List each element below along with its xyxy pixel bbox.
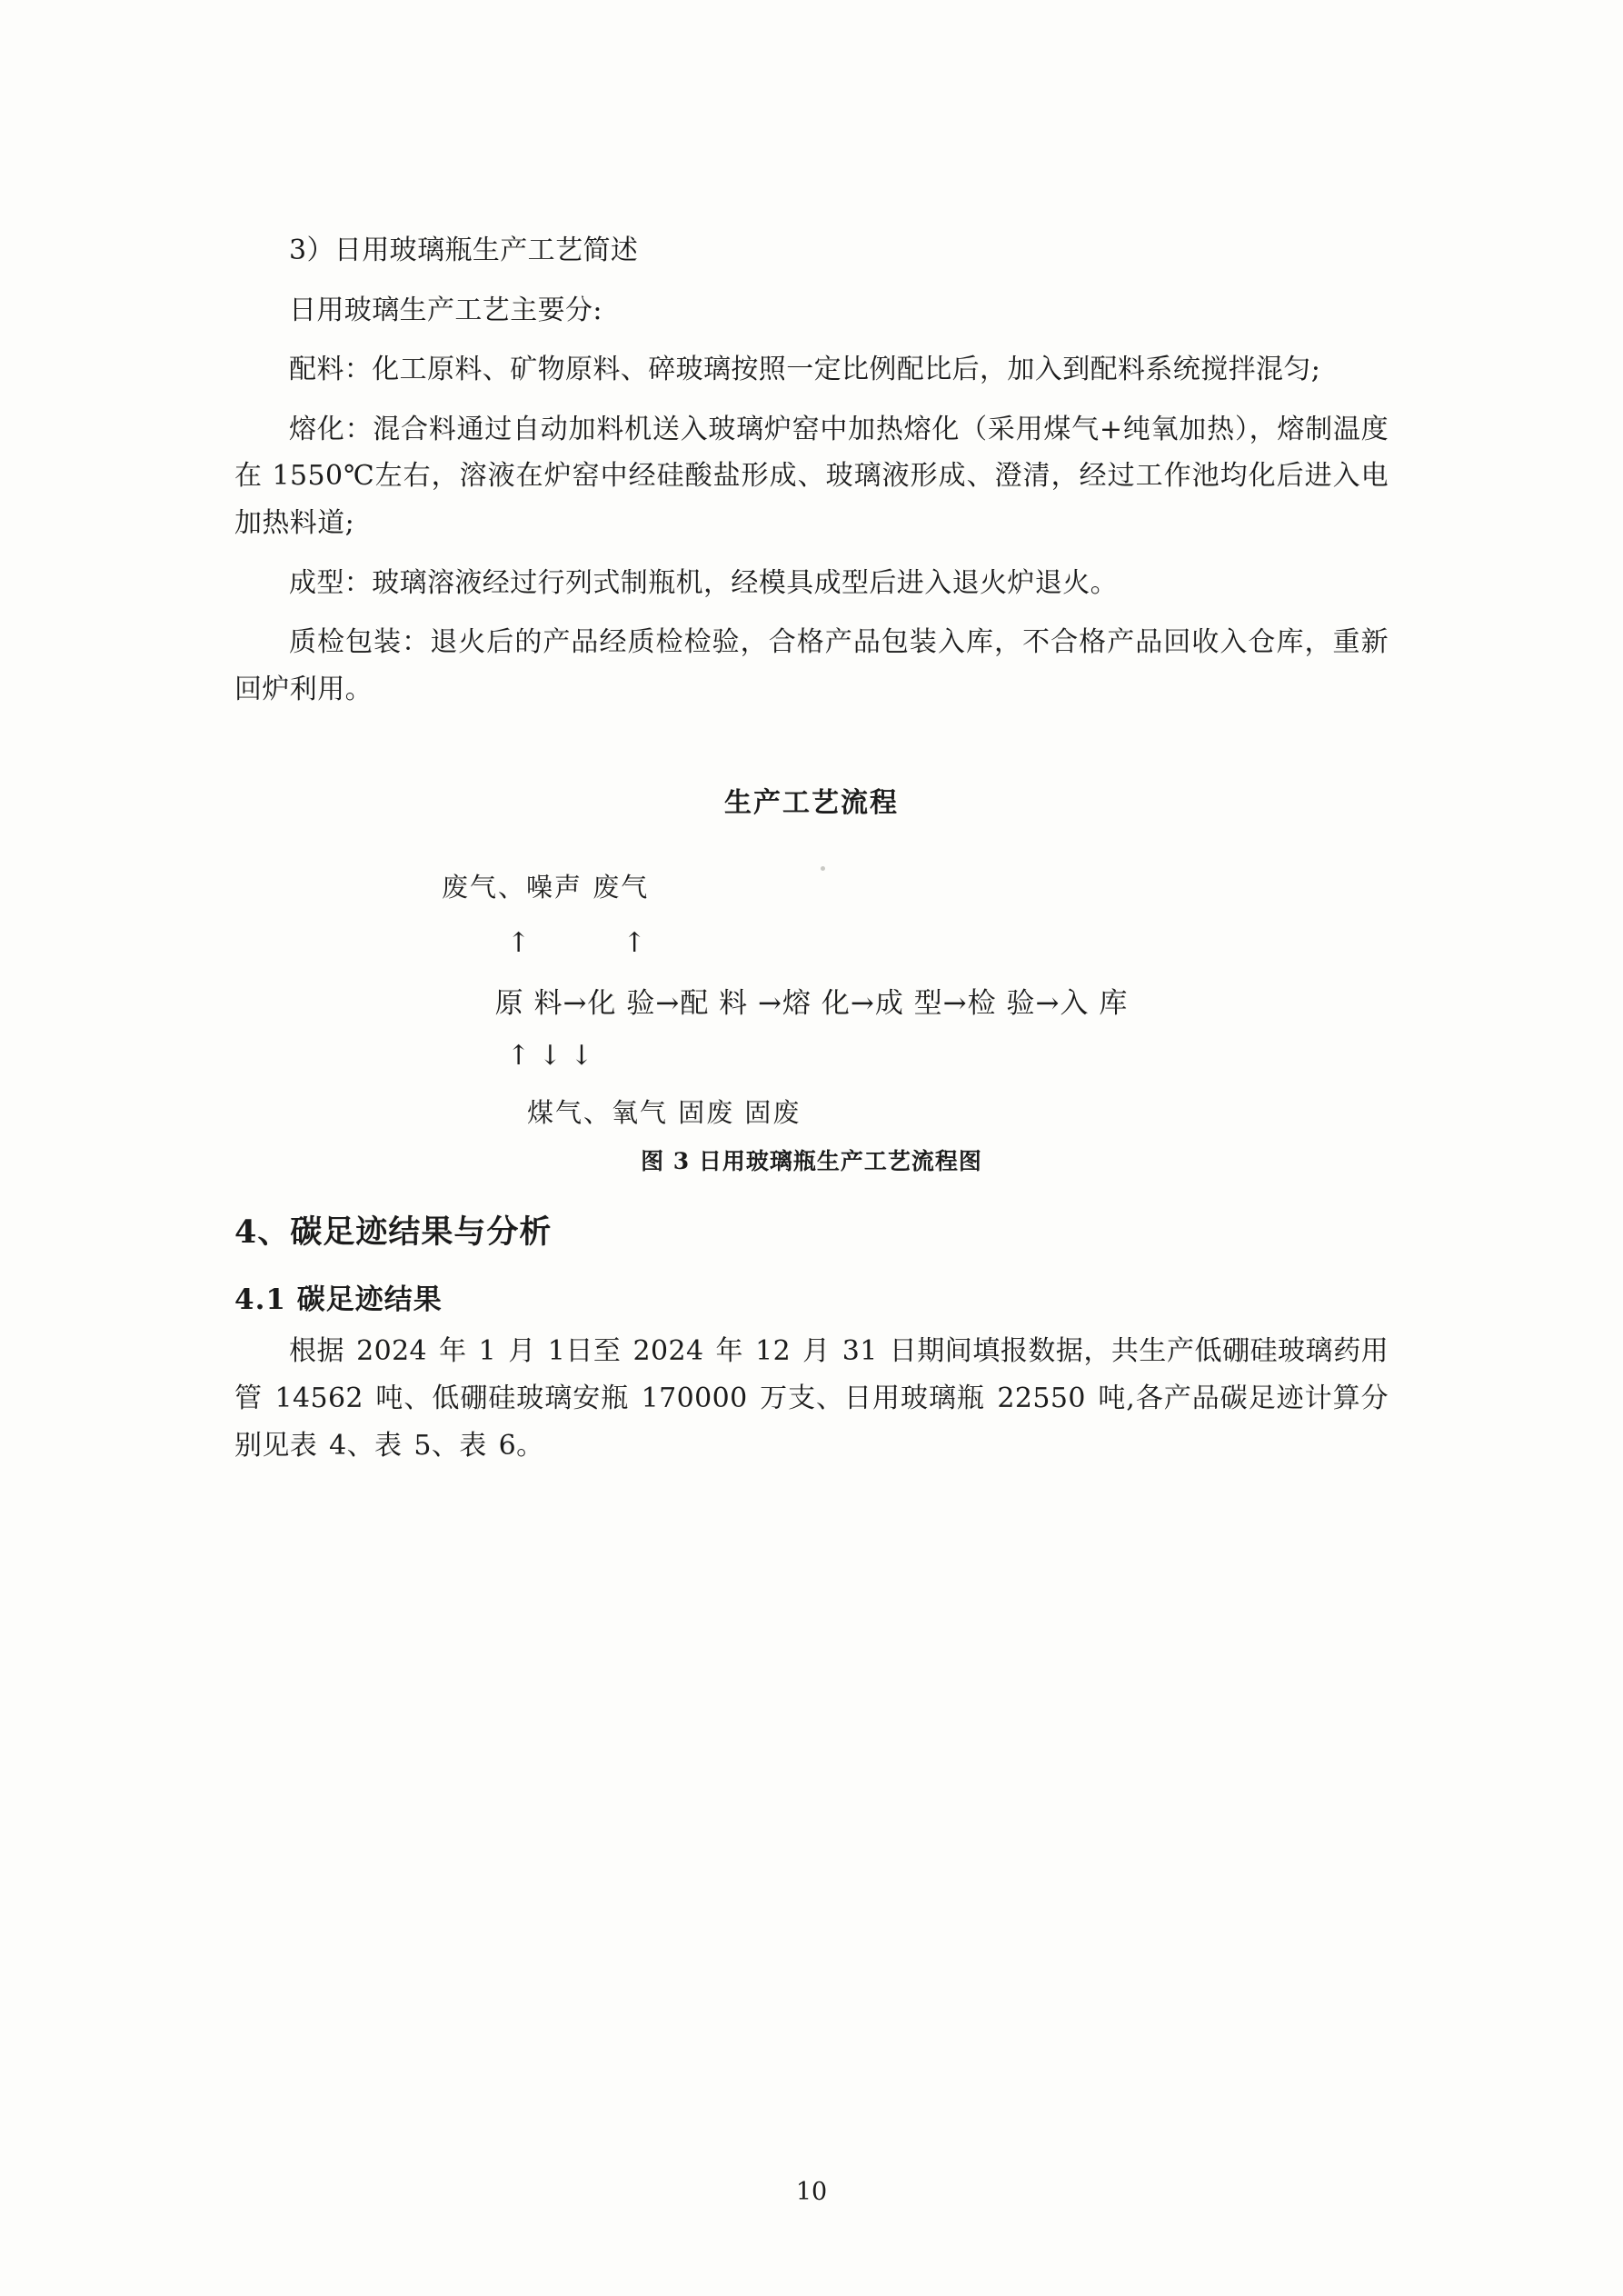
diagram-bottom-labels: 煤气、氧气 固废 固废 [527, 1097, 802, 1129]
flow-diagram-title: 生产工艺流程 [724, 787, 899, 820]
paragraph-carbon-footprint-results: 根据 2024 年 1 月 1日至 2024 年 12 月 31 日期间填报数据，共生产低硼硅玻璃药用管 14562 吨、低硼硅玻璃安瓶 170000 万支、日用玻璃瓶 22550 吨,各产品碳足迹计算分别见表 4、表 5、表 6。 [234, 1335, 1389, 1462]
paragraph-batching: 配料：化工原料、矿物原料、碎玻璃按照一定比例配比后，加入到配料系统搅拌混匀; [289, 354, 1321, 386]
diagram-top-labels: 废气、噪声 废气 [442, 872, 650, 903]
paragraph-forming: 成型：玻璃溶液经过行列式制瓶机，经模具成型后进入退火炉退火。 [289, 566, 1118, 599]
diagram-process-chain: 原 料→化 验→配 料 →熔 化→成 型→检 验→入 库 [494, 987, 1129, 1021]
arrow-down-icon: ↓ [538, 1040, 562, 1073]
page-content [234, 227, 1389, 1482]
process-flow-diagram [234, 836, 1389, 1136]
figure-caption: 图 3 日用玻璃瓶生产工艺流程图 [641, 1148, 982, 1175]
subsection-heading: 4.1 碳足迹结果 [234, 1283, 443, 1317]
paragraph-melting: 熔化：混合料通过自动加料机送入玻璃炉窑中加热熔化（采用煤气+纯氧加热），熔制温度在 1550℃左右，溶液在炉窑中经硅酸盐形成、玻璃液形成、澄清，经过工作池均化后进入电加热料道; [234, 413, 1389, 539]
paragraph-intro-title: 3）日用玻璃瓶生产工艺简述 [289, 235, 639, 266]
paragraph-inspection-packaging: 质检包装：退火后的产品经质检检验，合格产品包装入库，不合格产品回收入仓库，重新回炉利用。 [234, 626, 1389, 705]
arrow-down-icon: ↓ [570, 1040, 593, 1073]
arrow-up-icon: ↑ [507, 1040, 531, 1073]
paragraph-process-overview: 日用玻璃生产工艺主要分: [289, 294, 602, 326]
arrow-up-icon: ↑ [622, 927, 646, 960]
page-number: 10 [795, 2178, 828, 2206]
diagram-arrows-bottom [507, 1040, 593, 1072]
diagram-upward-arrows-top [507, 927, 731, 959]
arrow-up-icon: ↑ [507, 927, 531, 960]
section-heading: 4、碳足迹结果与分析 [234, 1213, 553, 1252]
